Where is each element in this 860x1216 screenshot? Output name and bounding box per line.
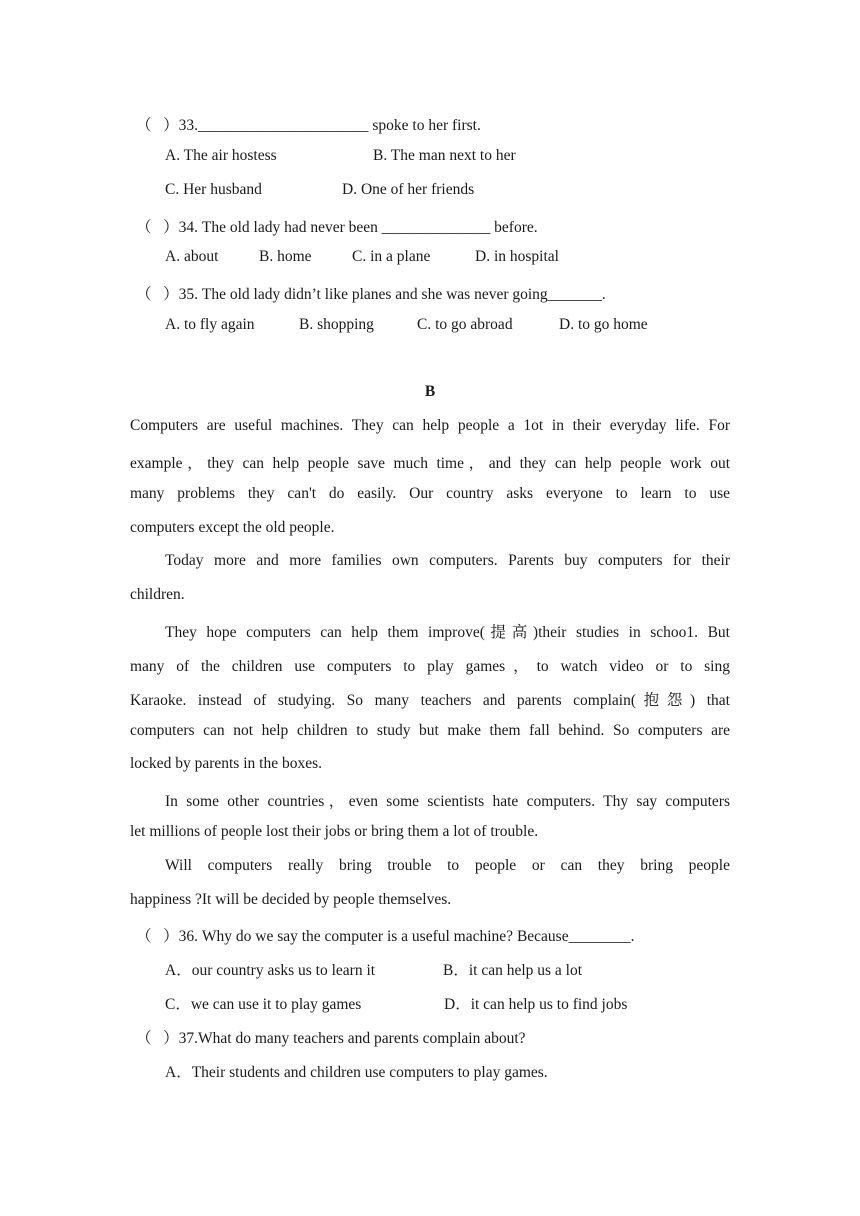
q35-option-b: B. shopping bbox=[299, 316, 374, 333]
q33-option-a: A. The air hostess bbox=[165, 147, 277, 164]
question-36: （ ）36. Why do we say the computer is a useful machine? Because________. bbox=[136, 928, 635, 945]
question-33: （ ）33.______________________ spoke to her first. bbox=[136, 117, 481, 134]
passage-line: Today more and more families own computers. Parents buy computers for their bbox=[165, 552, 730, 569]
passage-line: computers except the old people. bbox=[130, 519, 335, 536]
passage-line: Computers are useful machines. They can help people a 1ot in their everyday life. For bbox=[130, 417, 730, 434]
question-35: （ ）35. The old lady didn’t like planes and she was never going_______. bbox=[136, 286, 606, 303]
passage-line: example，they can help people save much time，and they can help people work out bbox=[130, 455, 730, 472]
q34-option-d: D. in hospital bbox=[475, 248, 559, 265]
q36-option-d: D．it can help us to find jobs bbox=[444, 996, 628, 1013]
question-34: （ ）34. The old lady had never been ______________ before. bbox=[136, 219, 538, 236]
q34-option-b: B. home bbox=[259, 248, 312, 265]
q33-option-b: B. The man next to her bbox=[373, 147, 516, 164]
q36-option-c: C．we can use it to play games bbox=[165, 996, 362, 1013]
q34-option-a: A. about bbox=[165, 248, 219, 265]
passage-line: happiness ?It will be decided by people themselves. bbox=[130, 891, 452, 908]
passage-line: Karaoke. instead of studying. So many teachers and parents complain(抱怨) that bbox=[130, 692, 730, 709]
q35-option-a: A. to fly again bbox=[165, 316, 255, 333]
passage-line: Will computers really bring trouble to people or can they bring people bbox=[165, 857, 730, 874]
passage-line: many problems they can't do easily. Our country asks everyone to learn to use bbox=[130, 485, 730, 502]
q34-option-c: C. in a plane bbox=[352, 248, 431, 265]
passage-line: In some other countries，even some scientists hate computers. Thy say computers bbox=[165, 793, 730, 810]
passage-line: locked by parents in the boxes. bbox=[130, 755, 322, 772]
q35-option-d: D. to go home bbox=[559, 316, 648, 333]
q33-option-d: D. One of her friends bbox=[342, 181, 475, 198]
q37-option-a: A．Their students and children use computers to play games. bbox=[165, 1064, 548, 1081]
q35-option-c: C. to go abroad bbox=[417, 316, 513, 333]
passage-line: They hope computers can help them improve(提高)their studies in schoo1. But bbox=[165, 624, 730, 641]
q36-option-a: A．our country asks us to learn it bbox=[165, 962, 376, 979]
passage-line: computers can not help children to study but make them fall behind. So computers are bbox=[130, 722, 730, 739]
passage-line: children. bbox=[130, 586, 185, 603]
q33-option-c: C. Her husband bbox=[165, 181, 262, 198]
passage-line: many of the children use computers to play games，to watch video or to sing bbox=[130, 658, 730, 675]
section-b-heading: B bbox=[424, 383, 436, 400]
q36-option-b: B．it can help us a lot bbox=[443, 962, 583, 979]
passage-line: let millions of people lost their jobs or bring them a lot of trouble. bbox=[130, 823, 539, 840]
question-37: （ ）37.What do many teachers and parents complain about? bbox=[136, 1030, 526, 1047]
